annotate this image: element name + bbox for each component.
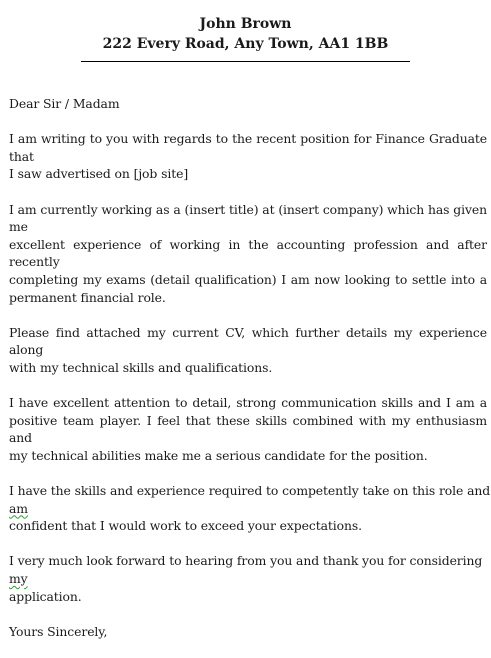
line-text: I have the skills and experience required to competently take on this role and: [9, 483, 491, 499]
paragraph-current-role: [9, 201, 487, 307]
paragraph-line: [9, 482, 491, 517]
paragraph-line: permanent financial role.: [9, 289, 166, 305]
paragraph-line: excellent experience of working in the accounting profession and after recently: [9, 236, 487, 270]
paragraph-line: application.: [9, 588, 82, 604]
letter-body: [9, 95, 491, 658]
letter-header: [0, 14, 491, 54]
paragraph-line: I have excellent attention to detail, strong communication skills and I am a: [9, 395, 487, 411]
paragraph-line: my technical abilities make me a serious candidate for the position.: [9, 447, 428, 463]
line-text: I very much look forward to hearing from you and thank you for considering: [9, 553, 483, 569]
grammar-flagged-word: my: [9, 571, 28, 587]
paragraph-line: I am writing to you with regards to the recent position for Finance Graduate that: [9, 131, 487, 164]
header-divider: [81, 61, 410, 62]
grammar-flagged-word: am: [9, 500, 28, 516]
paragraph-intro: [9, 130, 487, 183]
paragraph-thanks: [9, 552, 487, 605]
paragraph-line: positive team player. I feel that these skills combined with my enthusiasm and: [9, 412, 487, 446]
paragraph-line: I am currently working as a (insert title) at (insert company) which has given me: [9, 201, 487, 235]
paragraph-line: with my technical skills and qualifications.: [9, 359, 273, 375]
sender-address: 222 Every Road, Any Town, AA1 1BB: [102, 36, 389, 52]
paragraph-line: [9, 552, 487, 587]
paragraph-skills: [9, 394, 487, 464]
salutation: Dear Sir / Madam: [9, 96, 120, 111]
paragraph-line: completing my exams (detail qualification) I am now looking to settle into a: [9, 271, 487, 287]
paragraph-line: Please find attached my current CV, which further details my experience along: [9, 324, 487, 358]
paragraph-line: confident that I would work to exceed your expectations.: [9, 518, 362, 534]
closing: Yours Sincerely,: [9, 623, 108, 639]
paragraph-cv: [9, 324, 487, 377]
sender-name: John Brown: [199, 16, 292, 32]
paragraph-confidence: [9, 482, 491, 535]
paragraph-line: I saw advertised on [job site]: [9, 166, 189, 182]
